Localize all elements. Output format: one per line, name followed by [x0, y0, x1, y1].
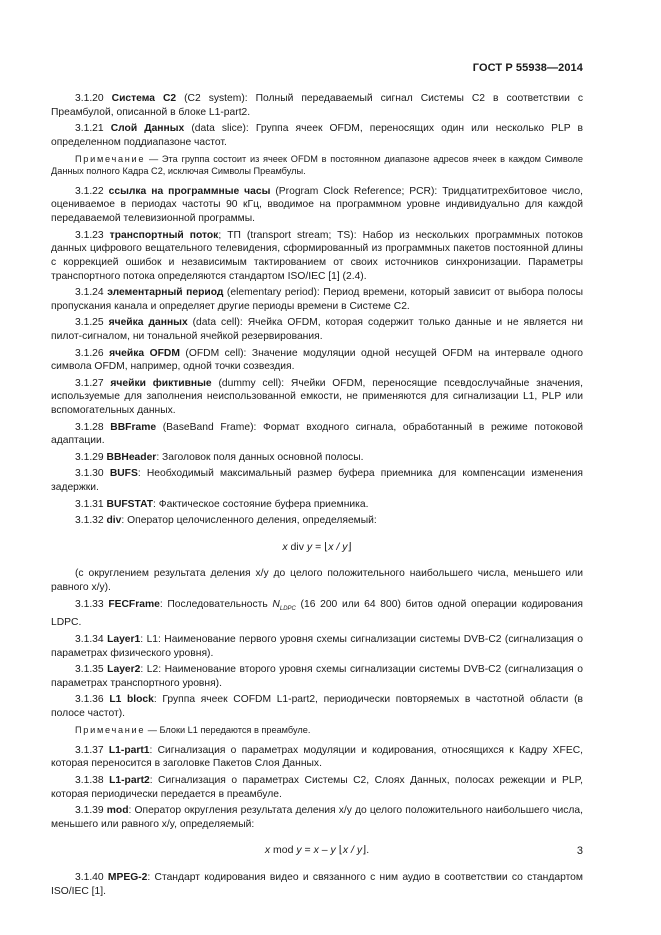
definition-text: (dummy cell): Ячейки OFDM, переносящие псевдослучайные значения, используемые для заполнения неиспользованной емкости, не применяются для сигнализации L1, PLP или вспомогательных данных. — [51, 377, 583, 417]
definition-3-1-22 — [51, 185, 583, 226]
definition-3-1-34 — [51, 633, 583, 660]
term: ячейки фиктивные — [110, 377, 212, 389]
term: mod — [106, 805, 129, 817]
term: div — [106, 515, 122, 527]
definition-3-1-26 — [51, 347, 583, 374]
n-ldpc-symbol: N — [272, 598, 280, 610]
clause-number: 3.1.22 — [75, 185, 104, 197]
definition-3-1-35 — [51, 663, 583, 690]
definition-text: : Заголовок поля данных основной полосы. — [156, 451, 364, 463]
note-text: — Эта группа состоит из ячеек OFDM в постоянном диапазоне адресов ячеек в каждом Символе Данных полного Кадра С2, исключая Символы Преамбулы. — [51, 153, 583, 176]
definition-3-1-23 — [51, 229, 583, 284]
definition-3-1-21 — [51, 122, 583, 149]
clause-number: 3.1.26 — [75, 347, 104, 359]
note-text: — Блоки L1 передаются в преамбуле. — [145, 724, 311, 735]
clause-number: 3.1.29 — [75, 451, 104, 463]
term: ячейка данных — [108, 317, 188, 329]
definition-3-1-38 — [51, 774, 583, 801]
definition-3-1-20 — [51, 92, 583, 119]
clause-number: 3.1.40 — [75, 872, 104, 884]
note-label: Примечание — [75, 724, 146, 735]
term: Layer1 — [107, 633, 141, 645]
definition-text: : Необходимый максимальный размер буфера приемника для компенсации изменения задержки. — [51, 468, 583, 494]
definition-3-1-36 — [51, 693, 583, 720]
definition-3-1-32-continuation — [51, 567, 583, 594]
definition-text: (с округлением результата деления x/y до целого положительного наибольшего числа, меньшего или равного x/y). — [51, 568, 583, 594]
term: BUFSTAT — [106, 498, 154, 510]
definition-text: (BaseBand Frame): Формат входного сигнала, обработанный в режиме потоковой адаптации. — [51, 421, 583, 447]
definition-text: (data cell): Ячейка OFDM, которая содержит только данные и не является ни пилот-сигналом, ни тональной ячейкой резервирования. — [51, 317, 583, 343]
term: MPEG-2 — [107, 872, 148, 884]
clause-number: 3.1.28 — [75, 421, 104, 433]
term: L1-part2 — [109, 774, 150, 786]
definition-text: : Сигнализация о параметрах Системы С2, Слоях Данных, полосах режекции и PLP, которая периодически передается в преамбуле. — [51, 774, 583, 800]
definition-text: (OFDM cell): Значение модуляции одной несущей OFDM на интервале одного символа OFDM, например, одной точки созвездия. — [51, 347, 583, 373]
definition-text: : Группа ячеек COFDM L1-part2, периодически повторяемых в частотной области (в полосе частот). — [51, 694, 583, 719]
clause-number: 3.1.21 — [75, 123, 104, 135]
definition-text: : Стандарт кодирования видео и связанного с ним аудио в соответствии со стандартом ISO/IEC [1]. — [51, 872, 583, 897]
definition-3-1-40 — [51, 871, 583, 898]
definition-3-1-32 — [51, 514, 583, 528]
term: Layer2 — [107, 664, 141, 676]
clause-number: 3.1.32 — [75, 515, 104, 527]
definition-3-1-30 — [51, 467, 583, 494]
definition-3-1-24 — [51, 286, 583, 313]
clause-number: 3.1.27 — [75, 377, 104, 389]
definition-3-1-25 — [51, 316, 583, 343]
clause-number: 3.1.20 — [75, 93, 104, 104]
clause-number: 3.1.36 — [75, 694, 104, 706]
term: L1 block — [109, 694, 154, 706]
clause-number: 3.1.37 — [75, 744, 104, 756]
clause-number: 3.1.23 — [75, 229, 104, 241]
term: L1-part1 — [108, 744, 150, 756]
definition-text: : L1: Наименование первого уровня схемы сигнализации системы DVB-C2 (сигнализация о параметрах физического уровня). — [51, 633, 583, 659]
note-l1-block — [51, 724, 583, 736]
definition-text: : Фактическое состояние буфера приемника. — [153, 498, 369, 510]
definition-3-1-37 — [51, 744, 583, 771]
definition-text: : Оператор целочисленного деления, определяемый: — [121, 515, 377, 527]
clause-number: 3.1.24 — [75, 287, 104, 299]
definition-text: : L2: Наименование второго уровня схемы сигнализации системы DVB-C2 (сигнализация о параметрах транспортного уровня). — [51, 664, 583, 689]
term: элементарный период — [107, 287, 224, 299]
clause-number: 3.1.31 — [75, 498, 104, 510]
note-label: Примечание — [75, 153, 146, 164]
term: FECFrame — [108, 598, 160, 610]
clause-number: 3.1.33 — [75, 598, 104, 610]
definition-3-1-39 — [51, 804, 583, 831]
note-data-slice — [51, 153, 583, 177]
clause-number: 3.1.34 — [75, 633, 104, 645]
clause-number: 3.1.35 — [75, 664, 104, 676]
clause-number: 3.1.38 — [75, 774, 104, 786]
definition-text: ; ТП (transport stream; TS): Набор из нескольких программных потоков данных цифрового вещательного телевидения, сформированный из программных пакетов постоянной длины с коррекцией ошибок и независимым тактированием от своих источников синхронизации. Параметры транспортного потока определяются стандартом ISO/IEC [1] (2.4). — [51, 229, 583, 282]
definition-3-1-31 — [51, 498, 583, 512]
term: ячейка OFDM — [109, 347, 180, 359]
definition-text: (elementary period): Период времени, который зависит от выбора полосы пропускания канала и определяет другие периоды времени в Системе С2. — [51, 287, 583, 312]
standard-header: ГОСТ Р 55938—2014 — [472, 62, 583, 74]
term: BUFS — [109, 468, 138, 480]
definition-3-1-28 — [51, 421, 583, 448]
definition-3-1-33: 3.1.33 FECFrame: Последовательность $N_{LDPC}$ (16 200 или 64 800) битов одной операции кодирования LDPC. — [51, 598, 583, 629]
clause-number: 3.1.39 — [75, 805, 104, 817]
term: Слой Данных — [110, 123, 185, 135]
definition-3-1-27 — [51, 377, 583, 418]
term: транспортный поток — [109, 229, 219, 241]
term: Система С2 — [111, 93, 177, 104]
definition-text: : Сигнализация о параметрах модуляции и кодирования, относящихся к Кадру XFEC, которая переносится в заголовке Пакетов Слоя Данных. — [51, 744, 583, 770]
page-number: 3 — [576, 845, 583, 857]
term: BBFrame — [110, 421, 157, 433]
definition-text: : Оператор округления результата деления x/y до целого положительного наибольшего числа, меньшего или равного x/y, определяемый: — [51, 805, 583, 830]
clause-number: 3.1.30 — [75, 468, 104, 480]
definition-text: (C2 system): Полный передаваемый сигнал Системы С2 в соответствии с Преамбулой, описанной в блоке L1-part2. — [51, 93, 583, 118]
formula-div: x div y = ⌊x / y⌋ — [282, 540, 352, 553]
definitions-body — [51, 92, 583, 901]
term: BBHeader — [106, 451, 157, 463]
definition-text: (data slice): Группа ячеек OFDM, переносящих один или несколько PLP в определенном поддиапазоне частот. — [51, 123, 583, 148]
term: ссылка на программные часы — [108, 185, 271, 197]
clause-number: 3.1.25 — [75, 317, 104, 329]
formula-mod: x mod y = x – y ⌊x / y⌋. — [264, 844, 370, 857]
definition-text: (Program Clock Reference; PCR): Тридцатитрехбитовое число, оцениваемое в периодах частоты 90 кГц, вводимое на программном уровне индивидуально для каждой передаваемой телевизионной программы. — [51, 185, 584, 225]
definition-3-1-29 — [51, 451, 583, 465]
